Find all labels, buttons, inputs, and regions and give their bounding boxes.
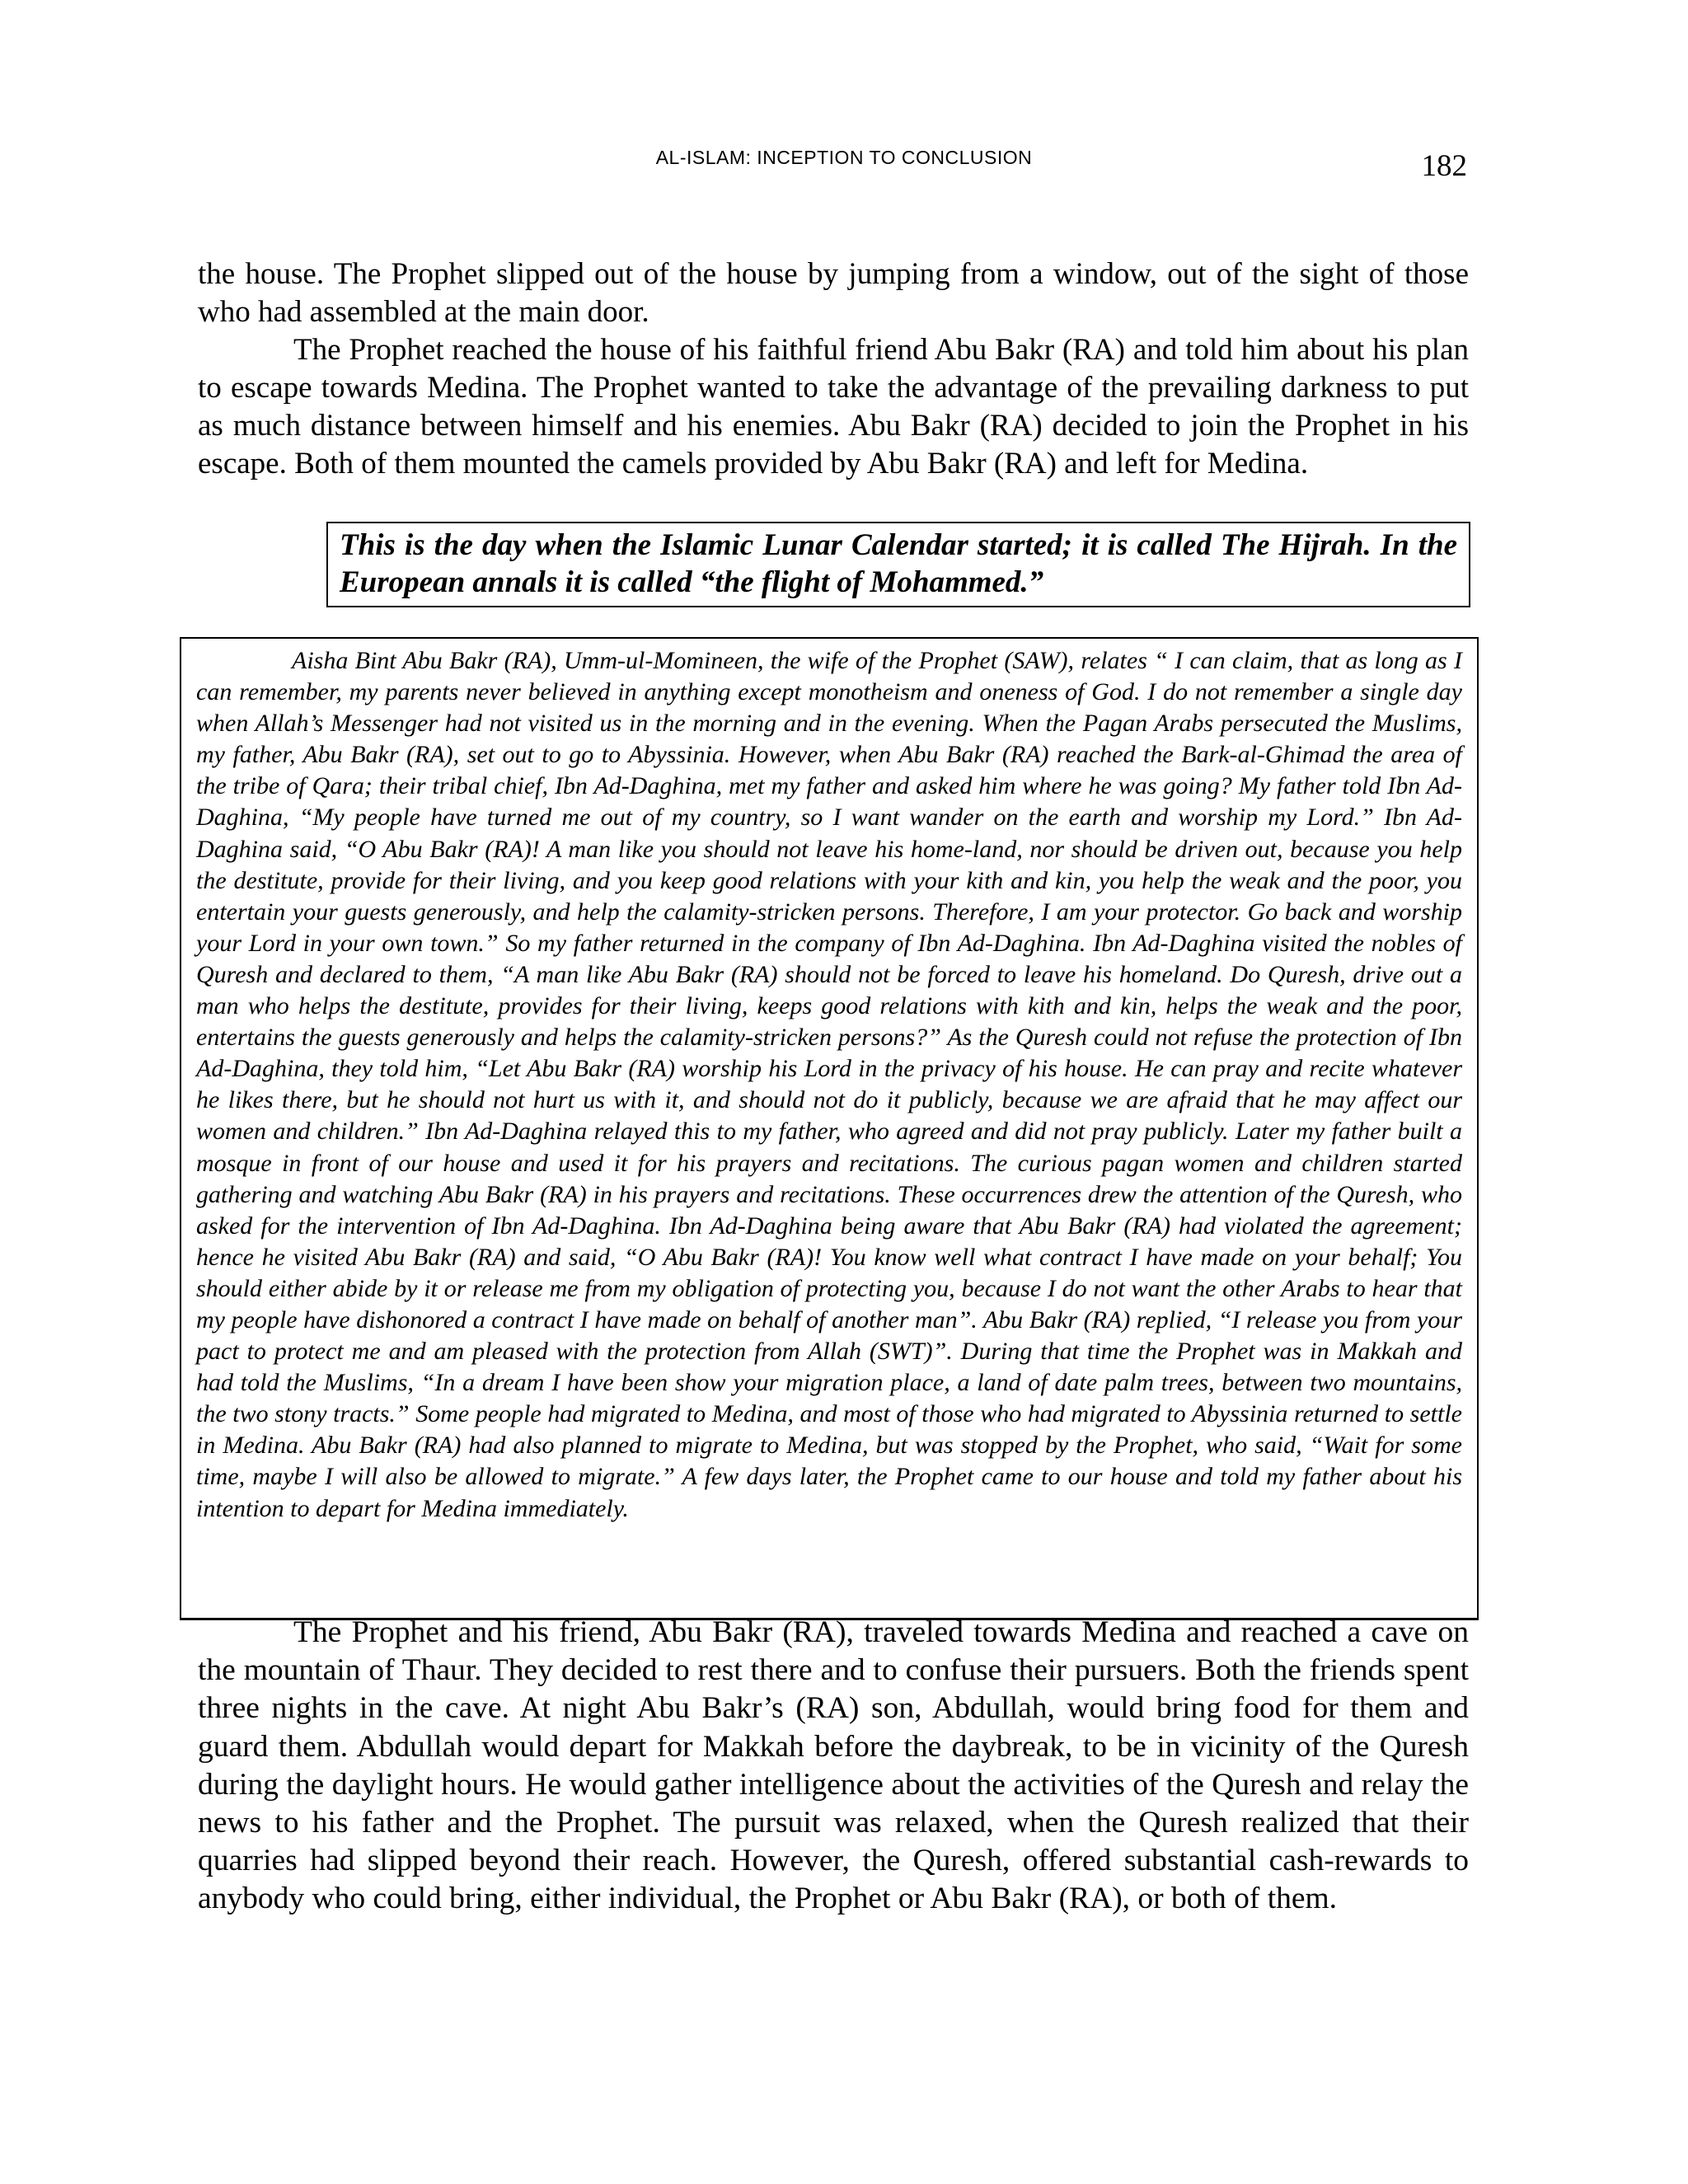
running-title: AL-ISLAM: INCEPTION TO CONCLUSION [655, 147, 1033, 168]
hijrah-callout-text: This is the day when the Islamic Lunar Calendar started; it is called The Hijrah. In the European annals it is called “the flight of Mohammed.” [340, 528, 1457, 599]
paragraph-abu-bakr-house: The Prophet reached the house of his faithful friend Abu Bakr (RA) and told him about his plan to escape towards Medina. The Prophet wanted to take the advantage of the prevailing darkness to put as much distance between himself and his enemies. Abu Bakr (RA) decided to join the Prophet in his escape. Both of them mounted the camels provided by Abu Bakr (RA) and left for Medina. [198, 333, 1469, 480]
upper-body-text [198, 255, 1469, 483]
hijrah-callout-box [326, 522, 1470, 607]
aisha-narration-box [180, 637, 1479, 1620]
paragraph-cave-of-thaur: The Prophet and his friend, Abu Bakr (RA), traveled towards Medina and reached a cave on the mountain of Thaur. They decided to rest there and to confuse their pursuers. Both the friends spent three nights in the cave. At night Abu Bakr’s (RA) son, Abdullah, would bring food for them and guard them. Abdullah would depart for Makkah before the daybreak, to be in vicinity of the Quresh during the daylight hours. He would gather intelligence about the activities of the Quresh and relay the news to his father and the Prophet. The pursuit was relaxed, when the Quresh realized that their quarries had slipped beyond their reach. However, the Quresh, offered substantial cash-rewards to anybody who could bring, either individual, the Prophet or Abu Bakr (RA), or both of them. [198, 1615, 1469, 1916]
aisha-narration-text: Aisha Bint Abu Bakr (RA), Umm-ul-Momineen, the wife of the Prophet (SAW), relates “ I can claim, that as long as I can remember, my parents never believed in anything except monotheism and oneness of God. I do not remember a single day when Allah’s Messenger had not visited us in the morning and in the evening. When the Pagan Arabs persecuted the Muslims, my father, Abu Bakr (RA), set out to go to Abyssinia. However, when Abu Bakr (RA) reached the Bark-al-Ghimad the area of the tribe of Qara; their tribal chief, Ibn Ad-Daghina, met my father and asked him where he was going? My father told Ibn Ad-Daghina, “My people have turned me out of my country, so I want wander on the earth and worship my Lord.” Ibn Ad-Daghina said, “O Abu Bakr (RA)! A man like you should not leave his home-land, nor should be driven out, because you help the destitute, provide for their living, and you keep good relations with your kith and kin, you help the weak and the poor, you entertain your guests generously, and help the calamity-stricken persons. Therefore, I am your protector. Go back and worship your Lord in your own town.” So my father returned in the company of Ibn Ad-Daghina. Ibn Ad-Daghina visited the nobles of Quresh and declared to them, “A man like Abu Bakr (RA) should not be forced to leave his homeland. Do Quresh, drive out a man who helps the destitute, provides for their living, keeps good relations with kith and kin, helps the weak and the poor, entertains the guests generously and helps the calamity-stricken persons?” As the Quresh could not refuse the protection of Ibn Ad-Daghina, they told him, “Let Abu Bakr (RA) worship his Lord in the privacy of his house. He can pray and recite whatever he likes there, but he should not hurt us with it, and should not do it publicly, because we are afraid that he may affect our women and children.” Ibn Ad-Daghina relayed this to my father, who agreed and did not pray publicly. Later my father built a mosque in front of our house and used it for his prayers and recitations. The curious pagan women and children started gathering and watching Abu Bakr (RA) in his prayers and recitations. These occurrences drew the attention of the Quresh, who asked for the intervention of Ibn Ad-Daghina. Ibn Ad-Daghina being aware that Abu Bakr (RA) had violated the agreement; hence he visited Abu Bakr (RA) and said, “O Abu Bakr (RA)! You know well what contract I have made on your behalf; You should either abide by it or release me from my obligation of protecting you, because I do not want the other Arabs to hear that my people have dishonored a contract I have made on behalf of another man”. Abu Bakr (RA) replied, “I release you from your pact to protect me and am pleased with the protection from Allah (SWT)”. During that time the Prophet was in Makkah and had told the Muslims, “In a dream I have been show your migration place, a land of date palm trees, between two mountains, the two stony tracts.” Some people had migrated to Medina, and most of those who had migrated to Abyssinia returned to settle in Medina. Abu Bakr (RA) had also planned to migrate to Medina, but was stopped by the Prophet, who said, “Wait for some time, maybe I will also be allowed to migrate.” A few days later, the Prophet came to our house and told my father about his intention to depart for Medina immediately. [196, 647, 1462, 1522]
paragraph-escape-window: the house. The Prophet slipped out of the house by jumping from a window, out of the sight of those who had assembled at the main door. [198, 257, 1469, 329]
page-number: 182 [1421, 149, 1467, 183]
lower-body-text [198, 1614, 1469, 1919]
